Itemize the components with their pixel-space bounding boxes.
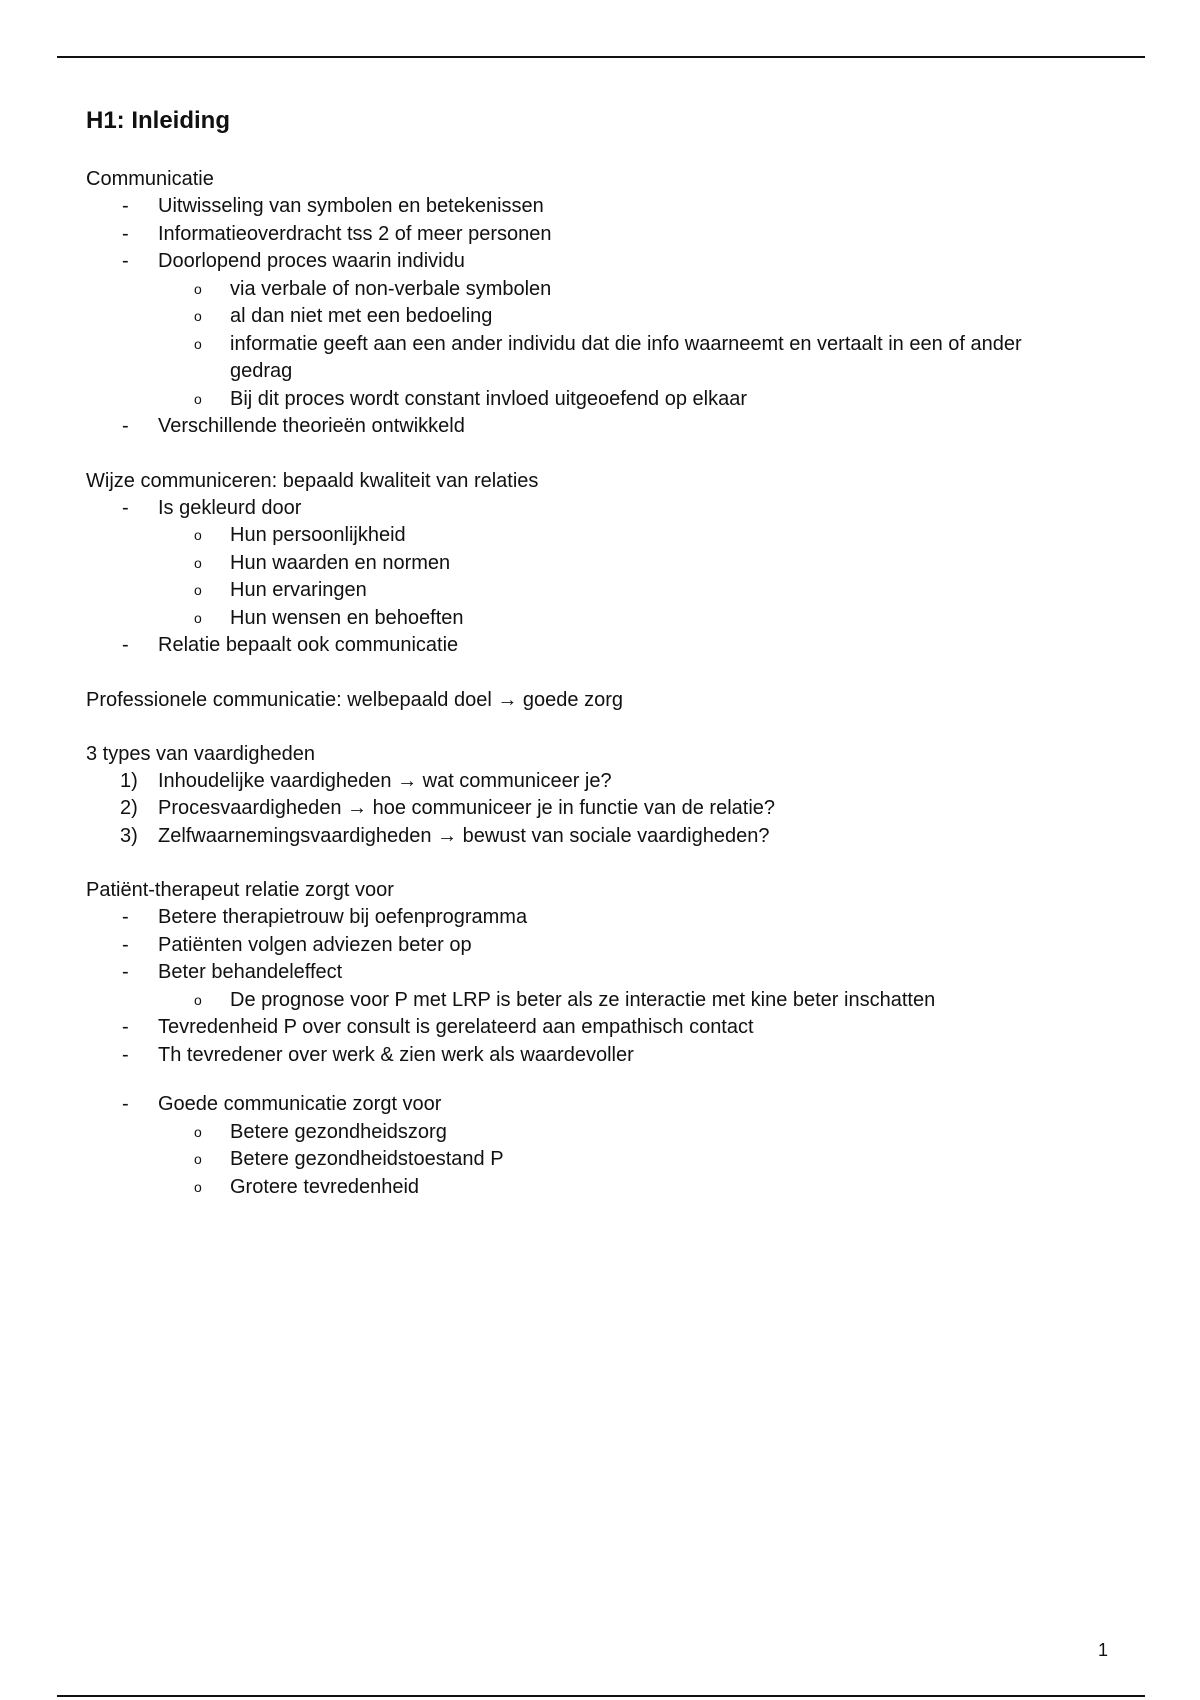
list-item: - Tevredenheid P over consult is gerelateerd aan empathisch contact (86, 1014, 1086, 1042)
sub-list-item: o informatie geeft aan een ander individu dat die info waarneemt en vertaalt in een of ander gedrag (194, 332, 1022, 382)
dash-bullet: - (122, 496, 129, 519)
list-item: 2) Procesvaardigheden → hoe communiceer je in functie van de relatie? (86, 795, 1086, 823)
dash-bullet: - (122, 250, 129, 272)
list-number: 2) (120, 797, 138, 819)
circle-bullet: o (194, 308, 202, 324)
footer-rule (57, 1695, 1145, 1697)
list-item: - Verschillende theorieën ontwikkeld (86, 413, 1086, 441)
section-vaardigheden (86, 740, 1086, 851)
circle-bullet: o (194, 609, 202, 626)
list-item: - Beter behandeleffect o De prognose voor P met LRP is beter als ze interactie met kine beter inschatten (86, 959, 1086, 1014)
dash-bullet: - (122, 195, 129, 217)
dash-bullet: - (122, 1043, 129, 1066)
bullet-list (86, 495, 1086, 660)
header-rule (57, 56, 1145, 58)
circle-bullet: o (194, 1151, 202, 1167)
section-heading: Communicatie (86, 168, 214, 190)
section-relatie (86, 876, 1086, 1201)
sub-list-item: o Hun ervaringen (86, 577, 1086, 605)
list-item: - Relatie bepaalt ook communicatie (86, 632, 1086, 660)
list-spacer (86, 1069, 1086, 1091)
list-item: - Patiënten volgen adviezen beter op (86, 932, 1086, 960)
bullet-list (86, 193, 1086, 441)
list-item: - Doorlopend proces waarin individu o via verbale of non-verbale symbolen o al dan niet met een bedoeling o informatie geeft aan een ander individu dat die info waarneemt en vertaalt in een of ander gedrag o Bij dit proces wordt constant invloed uitgeoefend op elkaar (86, 248, 1086, 413)
dash-bullet: - (122, 222, 129, 245)
dash-bullet: - (122, 634, 129, 656)
list-number: 3) (120, 824, 138, 847)
circle-bullet: o (194, 991, 202, 1008)
sub-list (158, 1119, 1086, 1202)
circle-bullet: o (194, 335, 202, 352)
section-heading: Patiënt-therapeut relatie zorgt voor (86, 879, 394, 901)
sub-list-item: o Grotere tevredenheid (86, 1174, 1086, 1202)
list-item: 1) Inhoudelijke vaardigheden → wat communiceer je? (86, 768, 1086, 796)
document-body (86, 105, 1086, 1227)
dash-bullet: - (122, 1093, 129, 1115)
sub-list-item: o De prognose voor P met LRP is beter als ze interactie met kine beter inschatten (86, 987, 1086, 1015)
sub-list-item: o Bij dit proces wordt constant invloed uitgeoefend op elkaar (86, 386, 1086, 414)
page-title: H1: Inleiding (86, 107, 230, 134)
sub-list (158, 276, 1086, 414)
dash-bullet: - (122, 961, 129, 983)
circle-bullet: o (194, 390, 202, 407)
dash-bullet: - (122, 933, 129, 956)
sub-list-item: o Betere gezondheidstoestand P (86, 1146, 1086, 1174)
circle-bullet: o (194, 527, 202, 543)
section-communicatie (86, 165, 1086, 441)
sub-list-item: o Hun waarden en normen (86, 550, 1086, 578)
section-heading: Wijze communiceren: bepaald kwaliteit van relaties (86, 469, 539, 492)
section-heading: Professionele communicatie: welbepaald doel → goede zorg (86, 688, 623, 711)
dash-bullet: - (122, 415, 129, 437)
list-item: - Betere therapietrouw bij oefenprogramma (86, 904, 1086, 932)
list-item: - Informatieoverdracht tss 2 of meer personen (86, 221, 1086, 249)
section-heading: 3 types van vaardigheden (86, 742, 316, 765)
list-item: - Uitwisseling van symbolen en betekenissen (86, 193, 1086, 221)
dash-bullet: - (122, 906, 129, 928)
circle-bullet: o (194, 554, 202, 571)
sub-list (158, 987, 1086, 1015)
sub-list-item: o Hun persoonlijkheid (86, 522, 1086, 550)
dash-bullet: - (122, 1016, 129, 1038)
sub-list-item: o al dan niet met een bedoeling (86, 303, 1086, 331)
section-professioneel (86, 686, 1086, 714)
sub-list-item: o via verbale of non-verbale symbolen (86, 276, 1086, 304)
list-item: - Goede communicatie zorgt voor o Betere gezondheidszorg o Betere gezondheidstoestand P o Grotere tevredenheid (86, 1091, 1086, 1201)
circle-bullet: o (194, 1123, 202, 1140)
circle-bullet: o (194, 280, 202, 297)
sub-list-item: o Betere gezondheidszorg (86, 1119, 1086, 1147)
list-item: - Is gekleurd door o Hun persoonlijkheid o Hun waarden en normen o Hun ervaringen o Hun wensen en behoeften (86, 495, 1086, 633)
list-item: - Th tevredener over werk & zien werk als waardevoller (86, 1042, 1086, 1070)
bullet-list (86, 904, 1086, 1201)
circle-bullet: o (194, 1178, 202, 1195)
list-number: 1) (120, 769, 138, 792)
list-item: 3) Zelfwaarnemingsvaardigheden → bewust van sociale vaardigheden? (86, 823, 1086, 851)
circle-bullet: o (194, 582, 202, 598)
section-wijze (86, 467, 1086, 660)
sub-list (158, 522, 1086, 632)
page-number: 1 (1098, 1640, 1109, 1660)
numbered-list (86, 768, 1086, 851)
sub-list-item: o Hun wensen en behoeften (86, 605, 1086, 633)
